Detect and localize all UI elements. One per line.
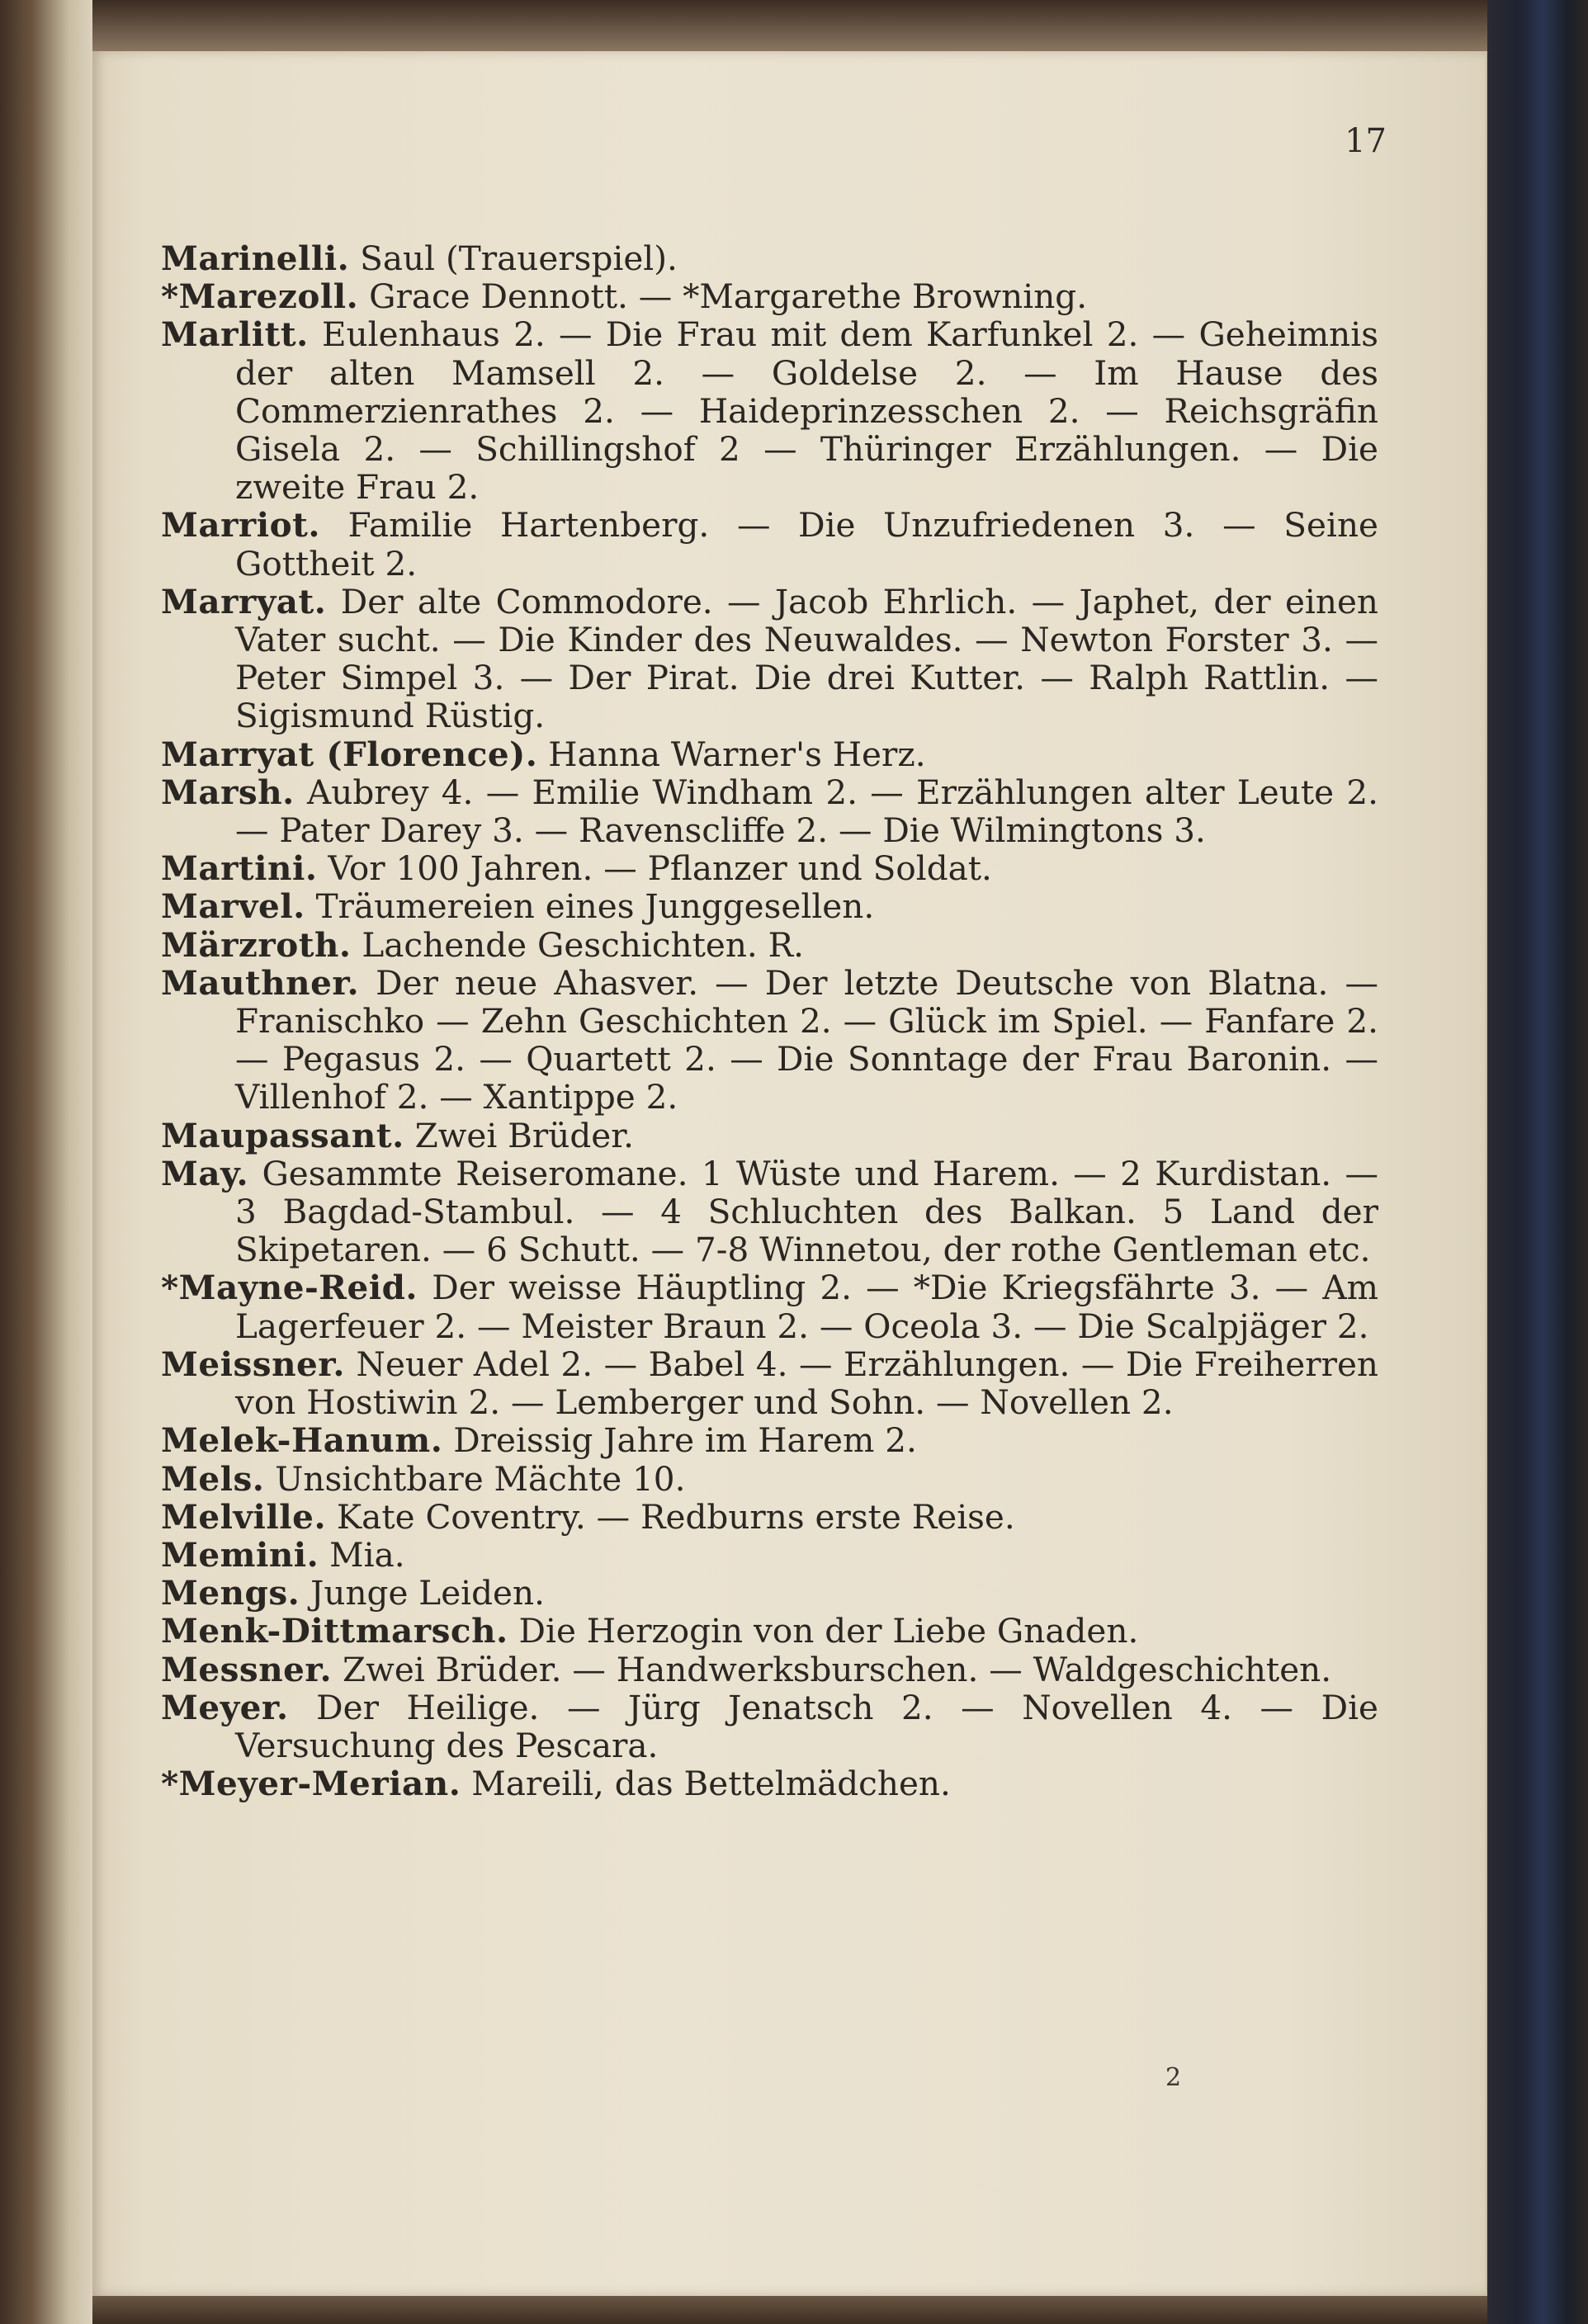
- entry-author: May.: [161, 1153, 249, 1193]
- catalog-entry: [161, 1268, 1378, 1344]
- entry-works: Der alte Commodore. — Jacob Ehrlich. — Japhet, der einen Vater sucht. — Die Kinder des Neuwaldes. — Newton Forster 3. — Peter Simpel 3. — Der Pirat. Die drei Kutter. — Ralph Rattlin. — Sigismund Rüstig.: [235, 581, 1378, 736]
- entry-works: Lachende Geschichten. R.: [362, 924, 805, 965]
- entry-author: Märzroth.: [161, 924, 352, 965]
- entry-author: *Meyer-Merian.: [161, 1764, 461, 1804]
- catalog-entry: [161, 1117, 1378, 1155]
- entry-author: *Marezoll.: [161, 276, 359, 317]
- entry-author: Marryat (Florence).: [161, 734, 538, 774]
- entry-works: Die Herzogin von der Liebe Gnaden.: [518, 1611, 1139, 1651]
- catalog-entry: [161, 1155, 1378, 1269]
- entry-works: Mareili, das Bettelmädchen.: [471, 1764, 951, 1804]
- entry-works: Der weisse Häuptling 2. — *Die Kriegsfährte 3. — Am Lagerfeuer 2. — Meister Braun 2. — Oceola 3. — Die Scalpjäger 2.: [235, 1268, 1378, 1346]
- facing-page-edge: [0, 0, 92, 2324]
- catalog-entry: [161, 1689, 1378, 1764]
- catalog-entry: [161, 1764, 1378, 1802]
- entry-works: Grace Dennott. — *Margarethe Browning.: [369, 276, 1088, 317]
- catalog-entry: [161, 1612, 1378, 1650]
- catalog-entry: [161, 1460, 1378, 1498]
- entry-works: Der Heilige. — Jürg Jenatsch 2. — Novellen 4. — Die Versuchung des Pescara.: [235, 1687, 1378, 1765]
- entry-author: Menk-Dittmarsch.: [161, 1611, 508, 1651]
- entry-author: Mels.: [161, 1458, 265, 1499]
- entry-works: Junge Leiden.: [310, 1573, 545, 1613]
- entry-works: Neuer Adel 2. — Babel 4. — Erzählungen. — Die Freiherren von Hostiwin 2. — Lemberger und Sohn. — Novellen 2.: [235, 1344, 1378, 1423]
- catalog-entry: [161, 1345, 1378, 1421]
- entry-works: Saul (Trauerspiel).: [360, 239, 678, 278]
- catalog-entry: [161, 964, 1378, 1117]
- catalog-entry: [161, 1498, 1378, 1536]
- entry-author: Marlitt.: [161, 314, 309, 355]
- entry-author: Martini.: [161, 848, 318, 889]
- bottom-shadow: [92, 2296, 1487, 2324]
- entry-works: Gesammte Reiseromane. 1 Wüste und Harem. — 2 Kurdistan. — 3 Bagdad-Stambul. — 4 Schluchten des Balkan. 5 Land der Skipetaren. — 6 Schutt. — 7-8 Winnetou, der rothe Gentleman etc.: [235, 1153, 1379, 1270]
- entry-author: Melek-Hanum.: [161, 1420, 443, 1461]
- catalog-entry: [161, 1421, 1378, 1459]
- entry-author: Mauthner.: [161, 962, 360, 1003]
- entry-works: Zwei Brüder.: [414, 1115, 635, 1155]
- entry-works: Dreissig Jahre im Harem 2.: [453, 1420, 917, 1461]
- entry-author: Messner.: [161, 1649, 333, 1689]
- catalog-entry: [161, 1651, 1378, 1689]
- entry-works: Eulenhaus 2. — Die Frau mit dem Karfunkel 2. — Geheimnis der alten Mamsell 2. — Goldelse 2. — Im Hause des Commerzienrathes 2. — Haideprinzesschen 2. — Reichsgräfin Gisela 2. — Schillingshof 2 — Thüringer Erzählungen. — Die zweite Frau 2.: [235, 314, 1379, 508]
- catalog-entry: [161, 849, 1378, 887]
- entry-works: Kate Coventry. — Redburns erste Reise.: [336, 1496, 1015, 1537]
- catalog-entry: [161, 773, 1378, 849]
- entry-author: Marinelli.: [161, 239, 350, 278]
- entry-author: Memini.: [161, 1534, 319, 1575]
- entry-works: Familie Hartenberg. — Die Unzufriedenen 3. — Seine Gottheit 2.: [235, 505, 1378, 583]
- catalog-entry: [161, 239, 1378, 277]
- entry-author: Marsh.: [161, 772, 295, 812]
- entry-author: Maupassant.: [161, 1115, 404, 1155]
- entry-author: Meissner.: [161, 1344, 346, 1384]
- entry-author: Melville.: [161, 1496, 327, 1537]
- entry-author: Mengs.: [161, 1573, 300, 1613]
- page-number: 17: [1345, 122, 1387, 160]
- catalog-entry: [161, 926, 1378, 964]
- catalog-entry: [161, 277, 1378, 315]
- catalog-entry: [161, 1536, 1378, 1574]
- entry-author: *Mayne-Reid.: [161, 1268, 418, 1308]
- catalog-entries: [161, 239, 1378, 1802]
- catalog-entry: [161, 735, 1378, 773]
- catalog-entry: [161, 315, 1378, 506]
- entry-works: Unsichtbare Mächte 10.: [275, 1458, 686, 1499]
- book-binding: [1487, 0, 1588, 2324]
- signature-mark: 2: [1165, 2063, 1182, 2092]
- entry-works: Vor 100 Jahren. — Pflanzer und Soldat.: [328, 848, 992, 889]
- catalog-entry: [161, 506, 1378, 582]
- top-shadow: [92, 0, 1487, 51]
- entry-works: Träumereien eines Junggesellen.: [315, 886, 875, 927]
- entry-author: Marryat.: [161, 581, 327, 621]
- catalog-entry: [161, 887, 1378, 925]
- entry-works: Hanna Warner's Herz.: [548, 734, 926, 774]
- entry-author: Marvel.: [161, 886, 305, 927]
- entry-works: Zwei Brüder. — Handwerksburschen. — Waldgeschichten.: [343, 1649, 1332, 1689]
- entry-works: Aubrey 4. — Emilie Windham 2. — Erzählungen alter Leute 2. — Pater Darey 3. — Ravenscliffe 2. — Die Wilmingtons 3.: [235, 772, 1378, 851]
- entry-author: Marriot.: [161, 505, 320, 546]
- entry-author: Meyer.: [161, 1687, 289, 1727]
- catalog-entry: [161, 1574, 1378, 1612]
- entry-works: Mia.: [329, 1534, 405, 1575]
- entry-works: Der neue Ahasver. — Der letzte Deutsche von Blatna. — Franischko — Zehn Geschichten 2. — Glück im Spiel. — Fanfare 2. — Pegasus 2. — Quartett 2. — Die Sonntage der Frau Baronin. — Villenhof 2. — Xantippe 2.: [235, 962, 1378, 1117]
- catalog-entry: [161, 583, 1378, 735]
